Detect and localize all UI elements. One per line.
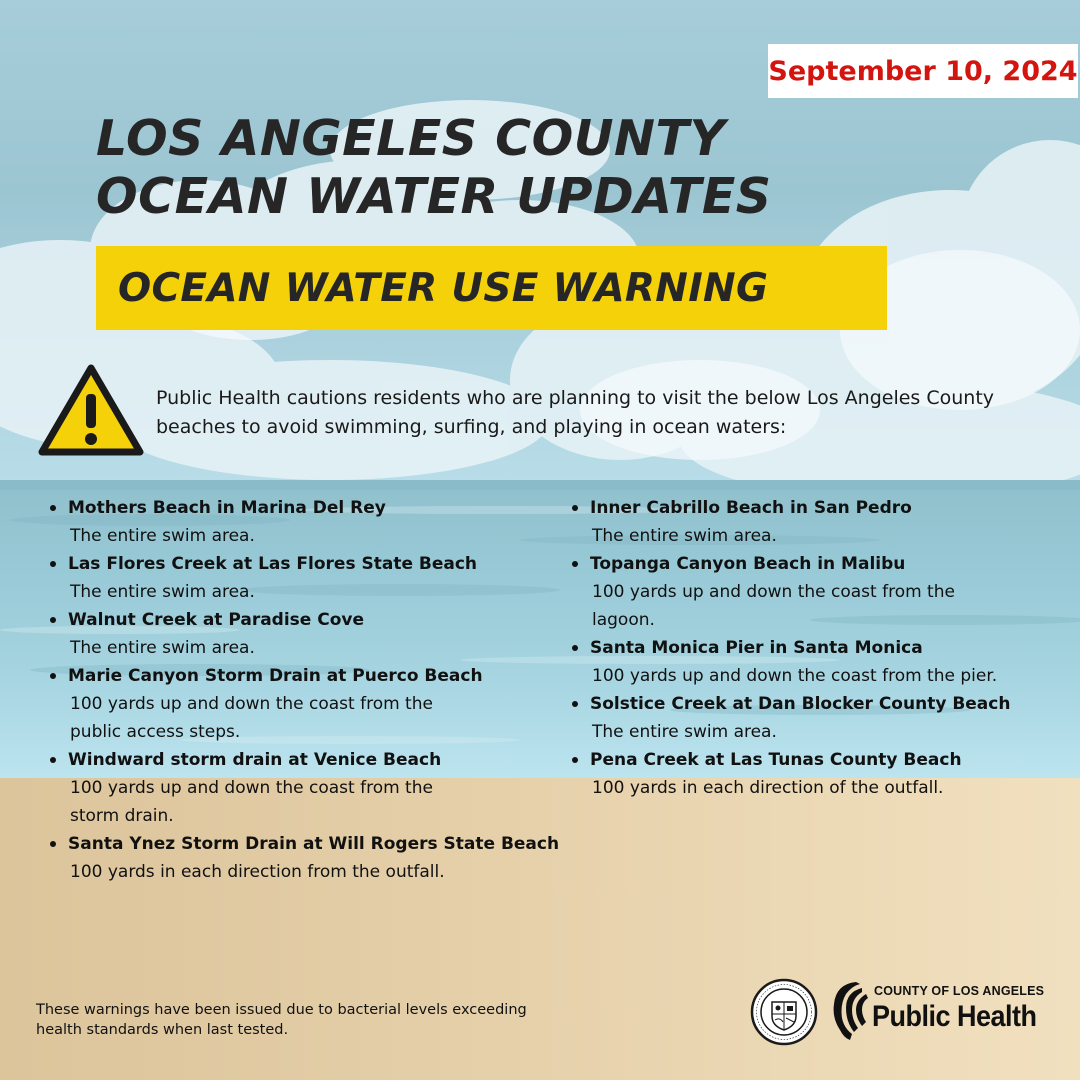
beach-list-left <box>46 494 566 886</box>
beach-description: The entire swim area. <box>70 526 255 546</box>
beach-item <box>568 494 1068 550</box>
beach-item <box>46 746 566 830</box>
public-health-profiles-icon <box>826 978 872 1042</box>
beach-item <box>46 494 566 550</box>
beach-description: The entire swim area. <box>592 722 777 742</box>
date-text: September 10, 2024 <box>768 55 1078 87</box>
beach-description: 100 yards up and down the coast from the lagoon. <box>592 582 955 630</box>
beach-item <box>46 830 566 886</box>
beach-item <box>568 634 1068 690</box>
beach-description: The entire swim area. <box>70 582 255 602</box>
county-seal-icon <box>750 978 818 1046</box>
beach-name: Solstice Creek at Dan Blocker County Beach <box>590 694 1011 714</box>
beach-item <box>46 550 566 606</box>
date-badge <box>768 44 1078 98</box>
warning-banner-text: OCEAN WATER USE WARNING <box>118 265 769 311</box>
beach-name: Walnut Creek at Paradise Cove <box>68 610 365 630</box>
beach-name: Mothers Beach in Marina Del Rey <box>68 498 386 518</box>
beach-description: 100 yards in each direction of the outfall. <box>592 778 944 798</box>
beach-item <box>46 662 566 746</box>
beach-name: Windward storm drain at Venice Beach <box>68 750 442 770</box>
beach-name: Santa Monica Pier in Santa Monica <box>590 638 923 658</box>
page-title <box>96 110 772 226</box>
beach-name: Pena Creek at Las Tunas County Beach <box>590 750 962 770</box>
beach-list-right <box>568 494 1068 802</box>
title-line-2: OCEAN WATER UPDATES <box>96 168 772 225</box>
beach-item <box>46 606 566 662</box>
beach-name: Santa Ynez Storm Drain at Will Rogers State Beach <box>68 834 560 854</box>
footnote: These warnings have been issued due to bacterial levels exceeding health standards when last tested. <box>36 1002 527 1038</box>
warning-banner <box>96 246 887 330</box>
logo-small-text: COUNTY OF LOS ANGELES <box>874 984 1045 998</box>
beach-description: 100 yards up and down the coast from the public access steps. <box>70 694 433 742</box>
logo-big-text: Public Health <box>872 1000 1037 1033</box>
beach-description: 100 yards up and down the coast from the storm drain. <box>70 778 433 826</box>
beach-name: Marie Canyon Storm Drain at Puerco Beach <box>68 666 483 686</box>
beach-description: 100 yards in each direction from the outfall. <box>70 862 445 882</box>
beach-description: The entire swim area. <box>592 526 777 546</box>
public-health-logo <box>826 978 1046 1042</box>
beach-item <box>568 550 1068 634</box>
title-line-1: LOS ANGELES COUNTY <box>96 110 726 167</box>
beach-name: Topanga Canyon Beach in Malibu <box>590 554 906 574</box>
beach-item <box>568 690 1068 746</box>
beach-item <box>568 746 1068 802</box>
warning-triangle-icon <box>36 362 146 460</box>
beach-name: Inner Cabrillo Beach in San Pedro <box>590 498 912 518</box>
intro-text: Public Health cautions residents who are planning to visit the below Los Angeles County beaches to avoid swimming, surfing, and playing in ocean waters: <box>156 387 995 438</box>
beach-description: The entire swim area. <box>70 638 255 658</box>
beach-description: 100 yards up and down the coast from the pier. <box>592 666 998 686</box>
beach-name: Las Flores Creek at Las Flores State Beach <box>68 554 478 574</box>
